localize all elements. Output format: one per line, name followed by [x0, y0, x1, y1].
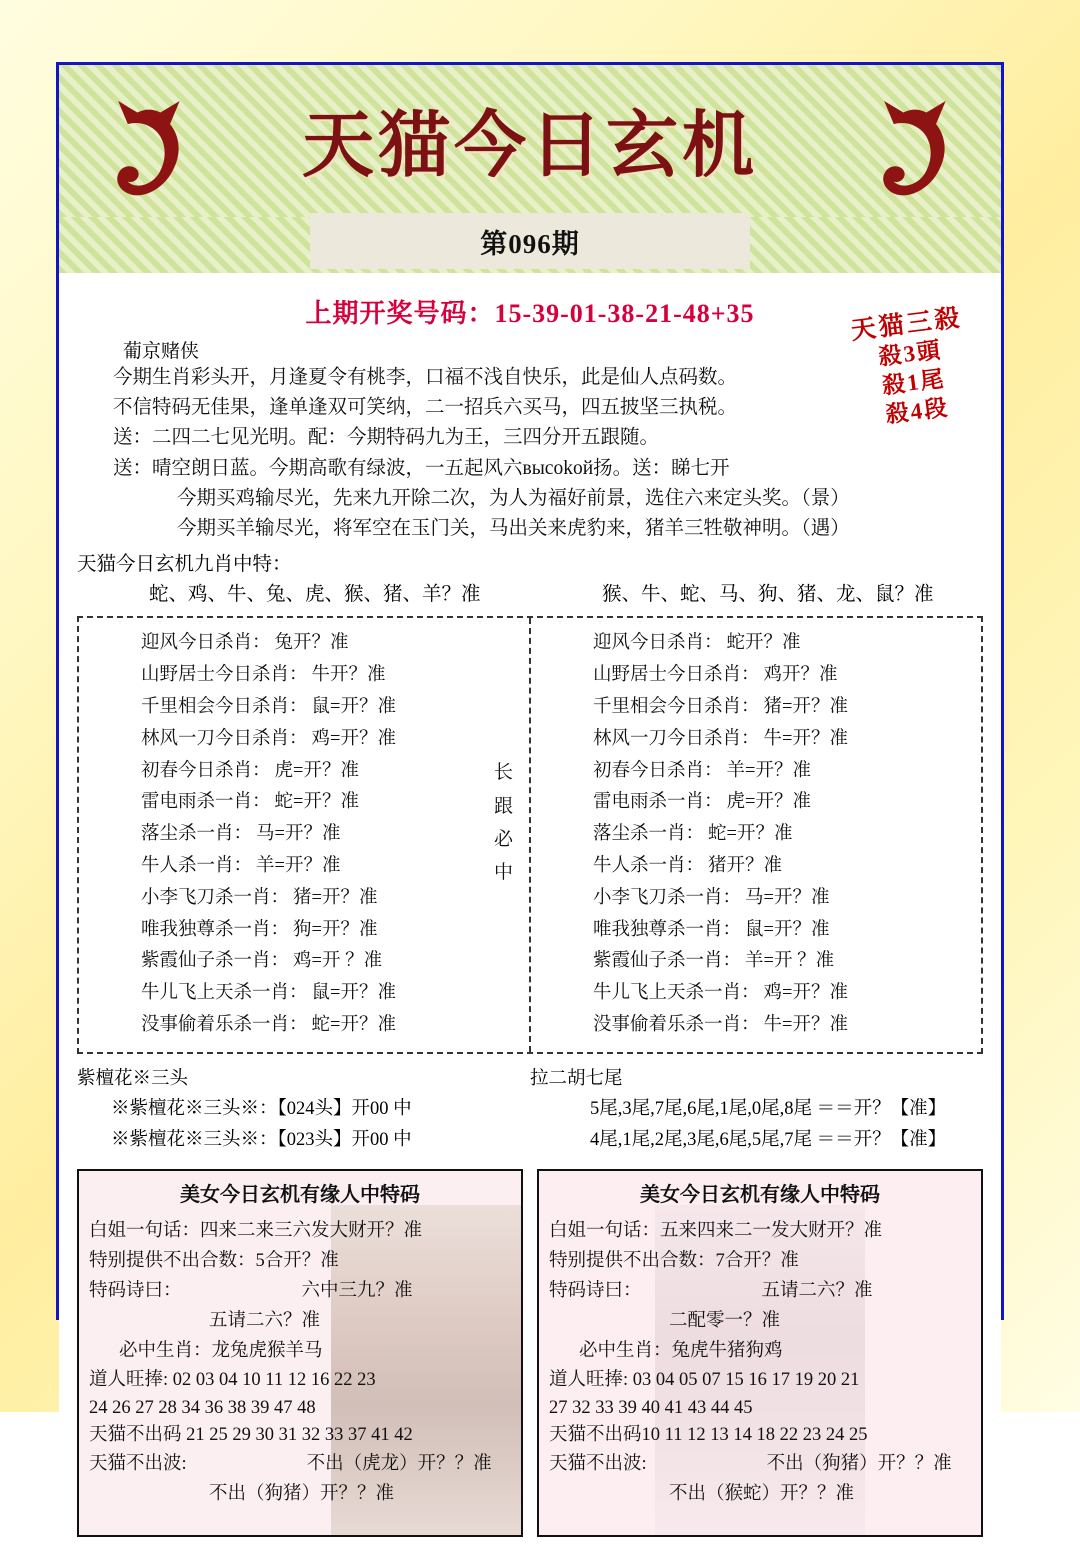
panel-row	[89, 1277, 511, 1307]
kill-row	[85, 787, 523, 819]
row-label: 白姐一句话：	[549, 1221, 661, 1242]
kill-value: 鸡=开 ？准	[293, 951, 383, 972]
nine-zodiac-title: 天猫今日玄机九肖中特：	[77, 554, 292, 576]
panel-must-row	[549, 1337, 971, 1367]
kill-label: 小李飞刀杀一肖：	[593, 887, 742, 908]
panel-must-row	[89, 1337, 511, 1367]
kill-label: 林风一刀今日杀肖：	[593, 728, 760, 749]
row-value: 02 03 04 10 11 12 16 22 23	[172, 1369, 376, 1390]
panel-poem-line: 五请二六？准	[209, 1311, 321, 1332]
panel-nowave-row-2: 不出（猴蛇）开？？准	[669, 1484, 855, 1505]
kill-label: 唯我独尊杀一肖：	[593, 919, 742, 940]
kill-value: 蛇=开？准	[311, 1015, 396, 1036]
row-value: 5合开？准	[255, 1251, 339, 1272]
kill-value: 鸡=开？准	[763, 983, 848, 1004]
kill-row	[85, 915, 523, 947]
row-value: 五请二六？准	[761, 1281, 873, 1302]
kill-label: 初春今日杀肖：	[141, 760, 271, 781]
kill-value: 虎=开？准	[274, 760, 359, 781]
kill-value: 虎=开？准	[726, 792, 811, 813]
kill-label: 牛儿飞上天杀一肖：	[593, 983, 760, 1004]
mid-left-head: 紫檀花※三头	[77, 1068, 189, 1089]
kill-row	[537, 1010, 975, 1042]
kill-zodiac-table	[77, 616, 983, 1054]
mid-right-line: 4尾,1尾,2尾,3尾,6尾,5尾,7尾 ＝＝开？【准】	[590, 1130, 947, 1151]
kill-row	[537, 628, 975, 660]
kill-value: 马=开？准	[745, 887, 830, 908]
kill-value: 狗=开？准	[293, 919, 378, 940]
kill-value: 鸡=开？准	[311, 728, 396, 749]
panel-row	[549, 1247, 971, 1277]
stamp-line-2: 殺3頭	[877, 337, 944, 371]
kill-row	[85, 628, 523, 660]
kill-row	[537, 756, 975, 788]
kill-label: 山野居士今日杀肖：	[593, 665, 760, 686]
kill-row	[537, 787, 975, 819]
kill-column-right	[529, 618, 981, 1052]
panel-poem-line: 二配零一？准	[669, 1311, 781, 1332]
kill-row	[85, 692, 523, 724]
row-value: 21 25 29 30 31 32 33 37 41 42	[186, 1425, 413, 1446]
document-body	[59, 273, 1001, 1551]
kill-row	[537, 883, 975, 915]
kill-row	[85, 883, 523, 915]
kill-value: 鸡开？准	[763, 665, 838, 686]
kill-label: 牛儿飞上天杀一肖：	[141, 983, 308, 1004]
kill-value: 蛇开？准	[726, 633, 801, 654]
kill-row	[85, 819, 523, 851]
kill-row	[537, 978, 975, 1010]
kill-value: 猪=开？准	[293, 887, 378, 908]
panel-hot-row-2: 27 32 33 39 40 41 43 44 45	[549, 1397, 753, 1418]
row-value: 10 11 12 13 14 18 22 23 24 25	[641, 1425, 868, 1446]
nine-zodiac-row	[77, 578, 983, 606]
kill-label: 小李飞刀杀一肖：	[141, 887, 290, 908]
row-label: 天猫不出波:	[89, 1454, 187, 1475]
panel-hot-row	[89, 1367, 511, 1395]
poem-author: 葡京赌侠	[123, 341, 200, 362]
kill-row	[85, 756, 523, 788]
row-label: 必中生肖：	[579, 1341, 672, 1362]
issue-bar	[59, 217, 1001, 273]
kill-row	[537, 724, 975, 756]
mid-left-line: ※紫檀花※三头※：【024头】开00 中	[111, 1098, 412, 1119]
bottom-panels	[77, 1169, 983, 1543]
stamp-line-4: 殺4段	[884, 394, 951, 428]
kill-value: 鼠=开？准	[311, 983, 396, 1004]
kill-label: 没事偷着乐杀一肖：	[593, 1015, 760, 1036]
side-char: 长	[493, 762, 513, 784]
kill-value: 猪=开？准	[763, 696, 848, 717]
panel-row	[89, 1217, 511, 1247]
side-char: 中	[493, 862, 513, 884]
kill-label: 没事偷着乐杀一肖：	[141, 1015, 308, 1036]
banner	[59, 65, 1001, 217]
kill-label: 雷电雨杀一肖：	[593, 792, 723, 813]
mid-right	[530, 1064, 983, 1157]
row-label: 道人旺捧:	[549, 1369, 629, 1390]
kill-label: 落尘杀一肖：	[141, 824, 253, 845]
row-label: 天猫不出波:	[549, 1454, 647, 1475]
kill-row	[537, 851, 975, 883]
row-value: 03 04 05 07 15 16 17 19 20 21	[632, 1369, 860, 1390]
kill-value: 羊=开 ？准	[745, 951, 835, 972]
side-vertical-text	[494, 756, 513, 889]
kill-label: 紫霞仙子杀一肖：	[141, 951, 290, 972]
row-value: 兔虎牛猪狗鸡	[671, 1341, 783, 1362]
mid-right-line: 5尾,3尾,7尾,6尾,1尾,0尾,8尾 ＝＝开？【准】	[590, 1098, 947, 1119]
stamp-line-1: 天猫三殺	[849, 304, 964, 346]
row-label: 特码诗曰：	[89, 1281, 182, 1302]
mid-right-head: 拉二胡七尾	[530, 1068, 623, 1089]
panel-row	[549, 1277, 971, 1307]
mid-left-line: ※紫檀花※三头※：【023头】开00 中	[111, 1130, 412, 1151]
document-frame	[56, 62, 1004, 1505]
panel-title: 美女今日玄机有缘人中特码	[180, 1183, 420, 1206]
row-value: 不出（狗猪）开？？准	[766, 1454, 952, 1475]
status-badge	[830, 300, 993, 435]
poem-line: 送：晴空朗日蓝。今期高歌有绿波，一五起风六высokой扬。送：睇七开	[113, 457, 730, 479]
panel-nocode-row	[89, 1422, 511, 1450]
kill-label: 迎风今日杀肖：	[141, 633, 271, 654]
panel-nowave-row	[89, 1450, 511, 1480]
panel-left-content	[79, 1171, 521, 1518]
mid-section	[77, 1064, 983, 1157]
kill-value: 兔开？准	[274, 633, 349, 654]
panel-hot-row-2: 24 26 27 28 34 36 38 39 47 48	[89, 1397, 316, 1418]
page-title: 天猫今日玄机	[301, 106, 758, 186]
poem-line-indented: 今期买羊输尽光，将军空在玉门关，马出关来虎豹来，猪羊三牲敬神明。（遇）	[177, 518, 850, 540]
poem-line: 不信特码无佳果，逢单逢双可笑纳，二一招兵六买马，四五披坚三执税。	[113, 397, 738, 419]
kill-value: 牛开？准	[311, 665, 386, 686]
kill-column-left	[79, 618, 529, 1052]
kill-value: 猪开？准	[708, 856, 783, 876]
panel-left	[77, 1169, 523, 1537]
row-label: 特别提供不出合数：	[89, 1251, 256, 1272]
kill-row	[537, 660, 975, 692]
kill-value: 蛇=开？准	[274, 792, 359, 813]
kill-row	[537, 819, 975, 851]
row-value: 不出（虎龙）开？？准	[306, 1454, 492, 1475]
kill-value: 牛=开？准	[763, 728, 848, 749]
row-label: 特别提供不出合数：	[549, 1251, 716, 1272]
nine-zodiac-right: 猴、牛、蛇、马、狗、猪、龙、鼠？准	[602, 584, 934, 606]
kill-label: 紫霞仙子杀一肖：	[593, 951, 742, 972]
kill-label: 山野居士今日杀肖：	[141, 665, 308, 686]
kill-value: 牛=开？准	[763, 1015, 848, 1036]
poem-line: 送：二四二七见光明。配：今期特码九为王，三四分开五跟随。	[113, 427, 660, 449]
panel-right	[537, 1169, 983, 1537]
kill-label: 千里相会今日杀肖：	[141, 696, 308, 717]
panel-row	[549, 1217, 971, 1247]
kill-row	[85, 978, 523, 1010]
side-char: 跟	[493, 795, 513, 817]
row-value: 龙兔虎猴羊马	[211, 1341, 323, 1362]
panel-hot-row	[549, 1367, 971, 1395]
nine-zodiac-left: 蛇、鸡、牛、兔、虎、猴、猪、羊？准	[149, 584, 481, 606]
row-label: 白姐一句话：	[89, 1221, 201, 1242]
row-value: 六中三九？准	[301, 1281, 413, 1302]
kill-value: 马=开？准	[256, 824, 341, 845]
kill-label: 林风一刀今日杀肖：	[141, 728, 308, 749]
kill-label: 唯我独尊杀一肖：	[141, 919, 290, 940]
kill-value: 鼠=开？准	[311, 696, 396, 717]
row-value: 四来二来三六发大财开？准	[200, 1221, 423, 1242]
kill-row	[537, 946, 975, 978]
panel-row	[89, 1247, 511, 1277]
side-char: 必	[493, 828, 513, 850]
kill-value: 羊=开？准	[726, 760, 811, 781]
kill-row	[85, 724, 523, 756]
issue-number: 第096期	[480, 228, 580, 259]
kill-label: 牛人杀一肖：	[141, 856, 253, 876]
row-label: 必中生肖：	[119, 1341, 212, 1362]
kill-row	[85, 946, 523, 978]
row-value: 五来四来二一发大财开？准	[660, 1221, 883, 1242]
draw-label: 上期开奖号码：	[305, 299, 495, 328]
panel-nowave-row-2: 不出（狗猪）开？？准	[209, 1484, 395, 1505]
kill-label: 落尘杀一肖：	[593, 824, 705, 845]
poem-block	[113, 363, 850, 544]
kill-value: 蛇=开？准	[708, 824, 793, 845]
kill-row	[85, 660, 523, 692]
stamp-line-3: 殺1尾	[880, 366, 947, 399]
kill-row	[85, 851, 523, 883]
kill-label: 牛人杀一肖：	[593, 856, 705, 876]
row-label: 天猫不出码	[549, 1425, 642, 1446]
kill-label: 初春今日杀肖：	[593, 760, 723, 781]
panel-nowave-row	[549, 1450, 971, 1480]
kill-row	[537, 692, 975, 724]
issue-plate	[310, 213, 750, 269]
poem-line-indented: 今期买鸡输尽光，先来九开除二次，为人为福好前景，选住六来定头奖。（景）	[177, 487, 850, 509]
row-label: 天猫不出码	[89, 1425, 182, 1446]
panel-nocode-row	[549, 1422, 971, 1450]
kill-value: 羊=开？准	[256, 856, 341, 876]
row-label: 道人旺捧:	[89, 1369, 169, 1390]
kill-row	[537, 915, 975, 947]
draw-numbers: 15-39-01-38-21-48+35	[494, 299, 755, 328]
kill-label: 迎风今日杀肖：	[593, 633, 723, 654]
row-value: 7合开？准	[715, 1251, 799, 1272]
row-label: 特码诗曰：	[549, 1281, 642, 1302]
poem-line: 今期生肖彩头开，月逢夏令有桃李，口福不浅自快乐，此是仙人点码数。	[113, 367, 738, 388]
panel-title: 美女今日玄机有缘人中特码	[640, 1183, 880, 1206]
kill-value: 鼠=开？准	[745, 919, 830, 940]
kill-label: 雷电雨杀一肖：	[141, 792, 271, 813]
mid-left	[77, 1064, 530, 1157]
kill-row	[85, 1010, 523, 1042]
panel-right-content	[539, 1171, 981, 1518]
kill-label: 千里相会今日杀肖：	[593, 696, 760, 717]
